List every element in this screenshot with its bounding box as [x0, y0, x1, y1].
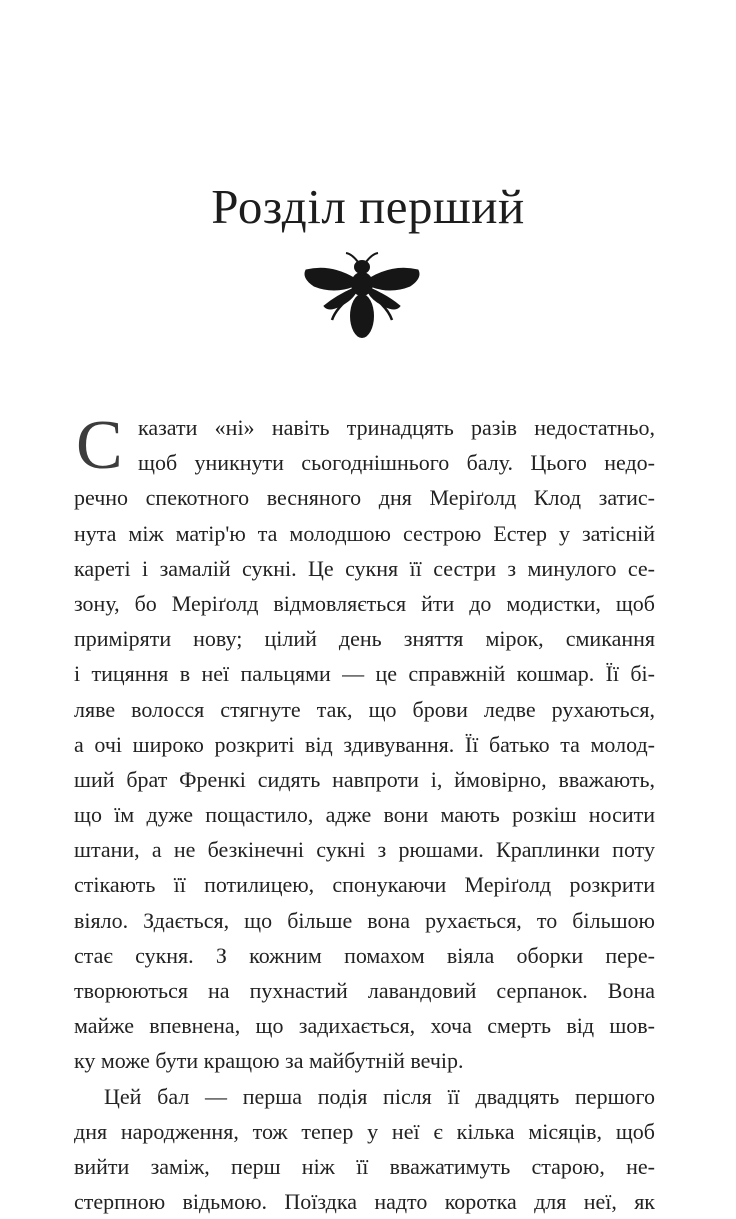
- text-line: ляве волосся стягнуте так, що брови ледве рухаються,: [74, 696, 655, 722]
- text-line: і тицяння в неї пальцями — це справжній кошмар. Її бі-: [74, 661, 655, 687]
- text-line: а очі широко розкриті від здивування. Її батько та молод-: [74, 731, 655, 757]
- text-line: стікають її потилицею, спонукаючи Меріґолд розкрити: [74, 872, 655, 898]
- text-line: стерпною відьмою. Поїздка надто коротка для неї, як: [74, 1189, 655, 1215]
- text-line: щоб уникнути сьогоднішнього балу. Цього недо-: [138, 450, 655, 476]
- text-line: приміряти нову; цілий день зняття мірок, смикання: [74, 626, 655, 652]
- text-line: Цей бал — перша подія після її двадцять першого: [104, 1083, 655, 1109]
- chapter-title: Розділ перший: [211, 179, 525, 234]
- paragraph-2: [74, 1079, 655, 1219]
- text-line: ший брат Френкі сидять навпроти і, ймовірно, вважають,: [74, 766, 655, 792]
- text-line: нута між матір'ю та молодшою сестрою Естер у затісній: [74, 520, 655, 546]
- text-line: кареті і замалій сукні. Це сукня її сестри з минулого се-: [74, 555, 655, 581]
- drop-cap: С: [76, 407, 123, 484]
- text-line: речно спекотного весняного дня Меріґолд Клод затис-: [74, 485, 655, 511]
- text-line: вийти заміж, перш ніж її вважатимуть старою, не-: [74, 1153, 655, 1179]
- paragraph-1: [74, 407, 655, 1079]
- text-line: штани, а не безкінечні сукні з рюшами. Краплинки поту: [74, 837, 655, 863]
- text-line: майже впевнена, що задихається, хоча смерть від шов-: [74, 1013, 655, 1039]
- text-line: віяло. Здається, що більше вона рухається, то більшою: [74, 907, 655, 933]
- text-line: ку може бути кращою за майбутній вечір.: [74, 1048, 464, 1074]
- text-line: стає сукня. З кожним помахом віяла оборки пере-: [74, 942, 655, 968]
- text-line: творюються на пухнастий лавандовий серпанок. Вона: [74, 978, 655, 1003]
- text-line: дня народження, тож тепер у неї є кілька місяців, щоб: [74, 1118, 655, 1144]
- text-line: зону, бо Меріґолд відмовляється йти до модистки, щоб: [74, 590, 655, 616]
- chapter-body: [74, 407, 655, 1219]
- bee-icon: [300, 248, 424, 346]
- text-line: казати «ні» навіть тринадцять разів недостатньо,: [138, 415, 655, 440]
- text-line: що їм дуже пощастило, адже вони мають розкіш носити: [74, 802, 655, 828]
